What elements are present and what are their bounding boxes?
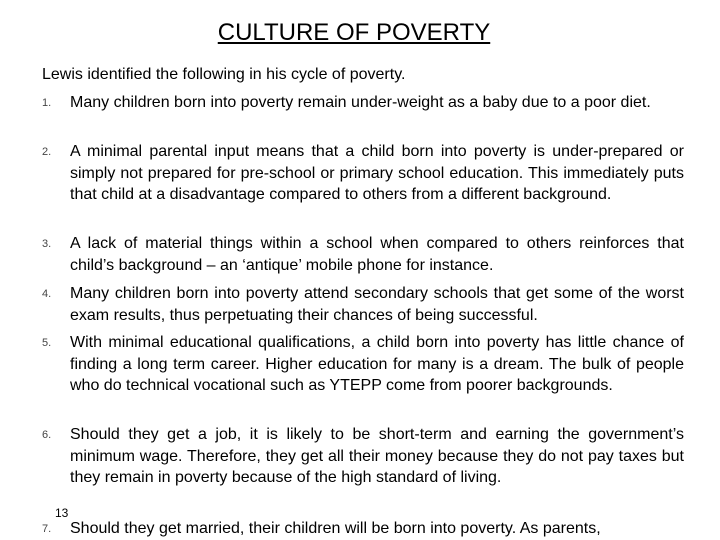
page-number: 13 [55, 506, 69, 520]
list-number: 3. [42, 238, 52, 250]
list-number: 1. [42, 97, 52, 109]
list-item-text: A minimal parental input means that a child born into poverty is under-prepared or simply not prepared for pre-school or primary school education. This immediately puts that child at a disadvantage compared to others from a different background. [70, 143, 684, 204]
list-item-text: Should they get married, their children will be born into poverty. As parents, [70, 520, 601, 537]
intro-text: Lewis identified the following in his cycle of poverty. [42, 66, 406, 83]
list-number: 5. [42, 337, 52, 349]
list-item [42, 233, 684, 276]
list-item [42, 518, 684, 540]
list-item-text: Many children born into poverty remain under-weight as a baby due to a poor diet. [70, 94, 651, 111]
list-item-text: With minimal educational qualifications, a child born into poverty has little chance of finding a long term career. Higher education for many is a dream. The bulk of people who do technical vocational such as YTEPP come from poorer backgrounds. [70, 334, 684, 395]
list-item [42, 141, 684, 206]
list-number: 7. [42, 523, 52, 535]
list-item-text: Many children born into poverty attend secondary schools that get some of the worst exam results, thus perpetuating their chances of being successful. [70, 285, 684, 324]
list-number: 2. [42, 146, 52, 158]
list-item [42, 424, 684, 489]
list-number: 6. [42, 429, 52, 441]
list-item [42, 92, 684, 114]
list-item [42, 332, 684, 397]
list-item-text: Should they get a job, it is likely to be short-term and earning the government’s minimum wage. Therefore, they get all their money because they do not pay taxes but they remain in poverty because of the high standard of living. [70, 426, 684, 487]
list-number: 4. [42, 288, 52, 300]
list-item-text: A lack of material things within a school when compared to others reinforces that child’s background – an ‘antique’ mobile phone for instance. [70, 235, 684, 274]
slide-title: CULTURE OF POVERTY [217, 19, 491, 46]
list-item [42, 283, 684, 326]
